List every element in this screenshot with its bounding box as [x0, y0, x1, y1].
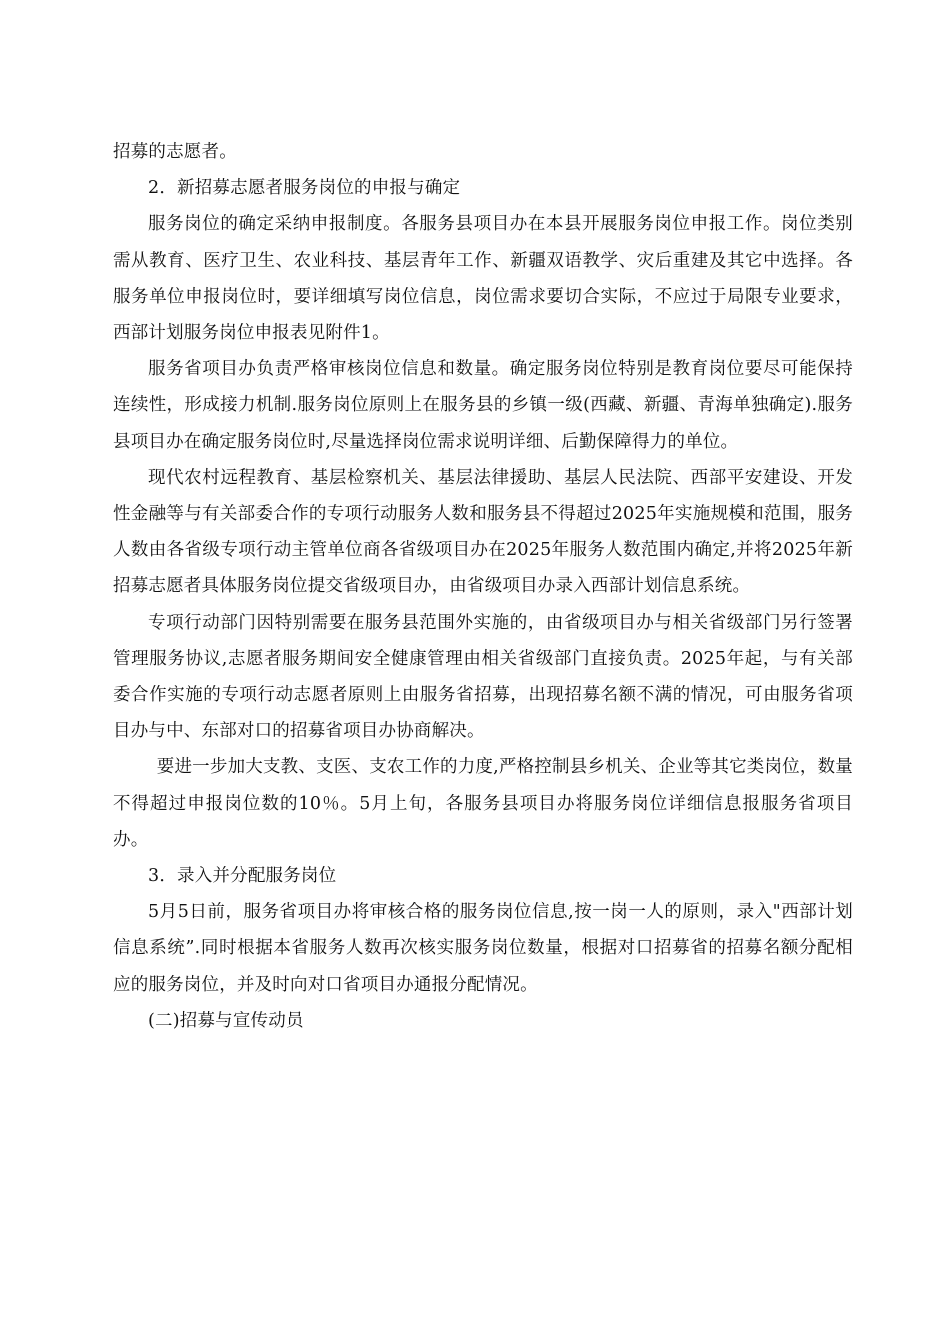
paragraph-continuation: 招募的志愿者。	[113, 142, 237, 162]
paragraph-post-declaration: 服务岗位的确定采纳申报制度。各服务县项目办在本县开展服务岗位申报工作。岗位类别需从教育、医疗卫生、农业科技、基层青年工作、新疆双语教学、灾后重建及其它中选择。各服务单位申报岗位时，要详细填写岗位信息，岗位需求要切合实际，不应过于局限专业要求，西部计划服务岗位申报表见附件1。	[113, 214, 853, 344]
paragraph-post-entry: 5月5日前，服务省项目办将审核合格的服务岗位信息,按一岗一人的原则，录入"西部计划信息系统”.同时根据本省服务人数再次核实服务岗位数量，根据对口招募省的招募名额分配相应的服务岗位，并及时向对口省项目办通报分配情况。	[113, 902, 853, 995]
paragraph-special-departments: 专项行动部门因特别需要在服务县范围外实施的，由省级项目办与相关省级部门另行签署管理服务协议,志愿者服务期间安全健康管理由相关省级部门直接负责。2025年起，与有关部委合作实施的专项行动志愿者原则上由服务省招募，出现招募名额不满的情况，可由服务省项目办与中、东部对口的招募省项目办协商解决。	[113, 612, 853, 742]
paragraph-special-actions: 现代农村远程教育、基层检察机关、基层法律援助、基层人民法院、西部平安建设、开发性金融等与有关部委合作的专项行动服务人数和服务县不得超过2025年实施规模和范围，服务人数由各省级专项行动主管单位商各省级项目办在2025年服务人数范围内确定,并将2025年新招募志愿者具体服务岗位提交省级项目办，由省级项目办录入西部计划信息系统。	[113, 467, 853, 597]
section-heading-recruitment: (二)招募与宣传动员	[148, 1010, 304, 1031]
paragraph-post-review: 服务省项目办负责严格审核岗位信息和数量。确定服务岗位特别是教育岗位要尽可能保持连续性，形成接力机制.服务岗位原则上在服务县的乡镇一级(西藏、新疆、青海单独确定).服务县项目办在确定服务岗位时,尽量选择岗位需求说明详细、后勤保障得力的单位。	[113, 359, 853, 452]
subsection-heading-3: 3．录入并分配服务岗位	[148, 866, 337, 887]
paragraph-post-control: 要进一步加大支教、支医、支农工作的力度,严格控制县乡机关、企业等其它类岗位，数量不得超过申报岗位数的10％。5月上旬，各服务县项目办将服务岗位详细信息报服务省项目办。	[113, 757, 853, 850]
subsection-heading-2: 2．新招募志愿者服务岗位的申报与确定	[148, 178, 461, 199]
document-body	[113, 134, 853, 1039]
